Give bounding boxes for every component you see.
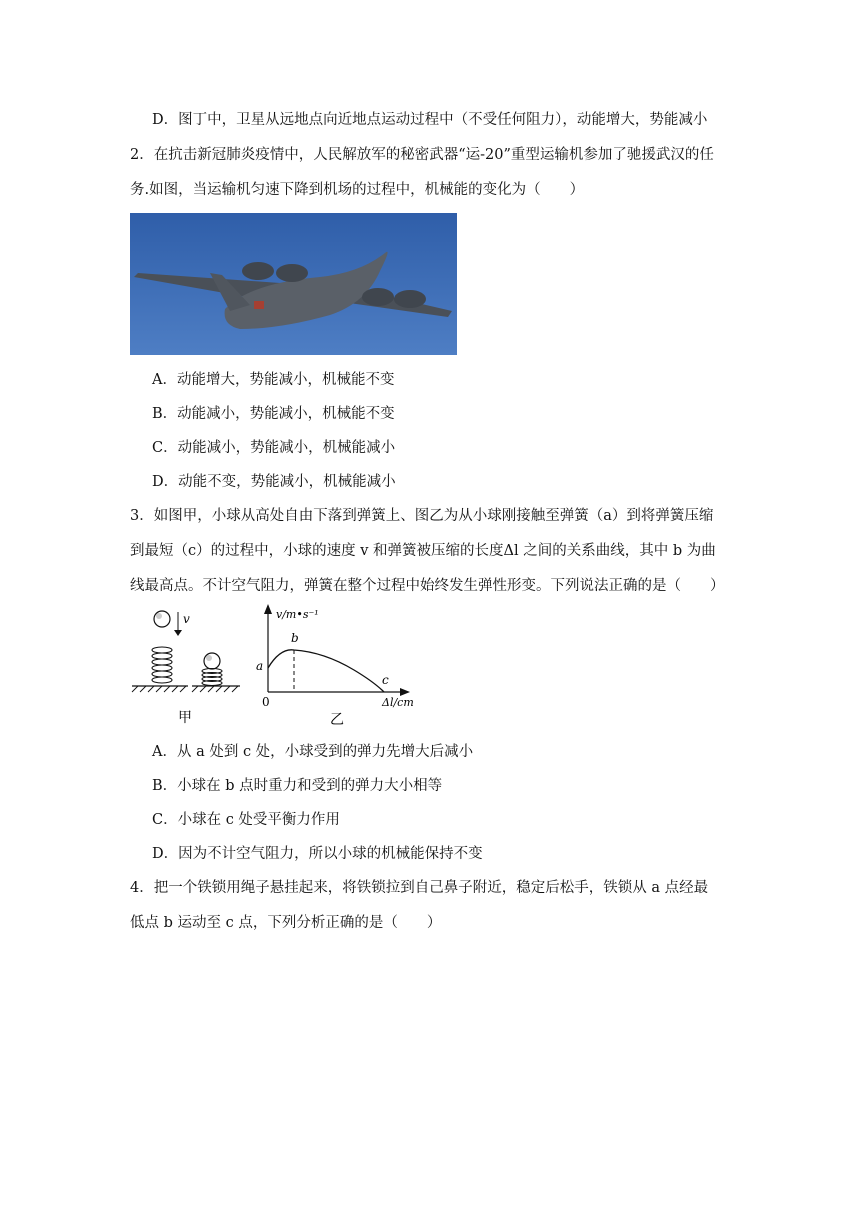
q2-line-1: 2．在抗击新冠肺炎疫情中，人民解放军的秘密武器“运-20”重型运输机参加了驰援武汉的任 (130, 147, 714, 163)
q3-line-3: 线最高点。不计空气阻力，弹簧在整个过程中始终发生弹性形变。下列说法正确的是（ ） (130, 578, 725, 594)
q2-line-2: 务.如图，当运输机匀速下降到机场的过程中，机械能的变化为（ ） (130, 182, 585, 198)
point-b-label: b (291, 631, 299, 645)
q3-line-1: 3．如图甲，小球从高处自由下落到弹簧上、图乙为从小球刚接触至弹簧（a）到将弹簧压缩 (130, 508, 714, 524)
origin-label: 0 (262, 695, 270, 709)
figure-jia-caption: 甲 (178, 710, 192, 726)
figure-yi-caption: 乙 (330, 712, 344, 726)
q3-line-2: 到最短（c）的过程中，小球的速度 v 和弹簧被压缩的长度Δl 之间的关系曲线，其中 b 为曲 (130, 543, 716, 559)
point-c-label: c (382, 673, 389, 687)
point-a-label: a (256, 659, 264, 673)
figure-yi-velocity-graph (254, 600, 432, 726)
q2-option-d: D．动能不变，势能减小，机械能减小 (152, 474, 396, 490)
velocity-label: v (183, 612, 190, 626)
q4-line-1: 4．把一个铁锁用绳子悬挂起来，将铁锁拉到自己鼻子附近，稳定后松手，铁锁从 a 点经最 (130, 880, 709, 896)
q3-option-b: B．小球在 b 点时重力和受到的弹力大小相等 (152, 778, 443, 794)
q2-option-b: B．动能减小，势能减小，机械能不变 (152, 406, 395, 422)
q3-option-d: D．因为不计空气阻力，所以小球的机械能保持不变 (152, 846, 483, 862)
q3-option-a: A．从 a 处到 c 处，小球受到的弹力先增大后减小 (152, 744, 474, 760)
transport-aircraft-image (130, 213, 457, 355)
x-axis-label: Δl/cm (382, 696, 414, 709)
q2-option-a: A．动能增大，势能减小，机械能不变 (152, 372, 395, 388)
q4-line-2: 低点 b 运动至 c 点，下列分析正确的是（ ） (130, 915, 442, 931)
figure-jia-spring-diagram (128, 606, 246, 726)
y-axis-label: v/m•s⁻¹ (276, 608, 319, 621)
q2-option-c: C．动能减小，势能减小，机械能减小 (152, 440, 396, 456)
q1-option-d: D．图丁中，卫星从远地点向近地点运动过程中（不受任何阻力），动能增大，势能减小 (152, 112, 708, 128)
q3-option-c: C．小球在 c 处受平衡力作用 (152, 812, 340, 828)
